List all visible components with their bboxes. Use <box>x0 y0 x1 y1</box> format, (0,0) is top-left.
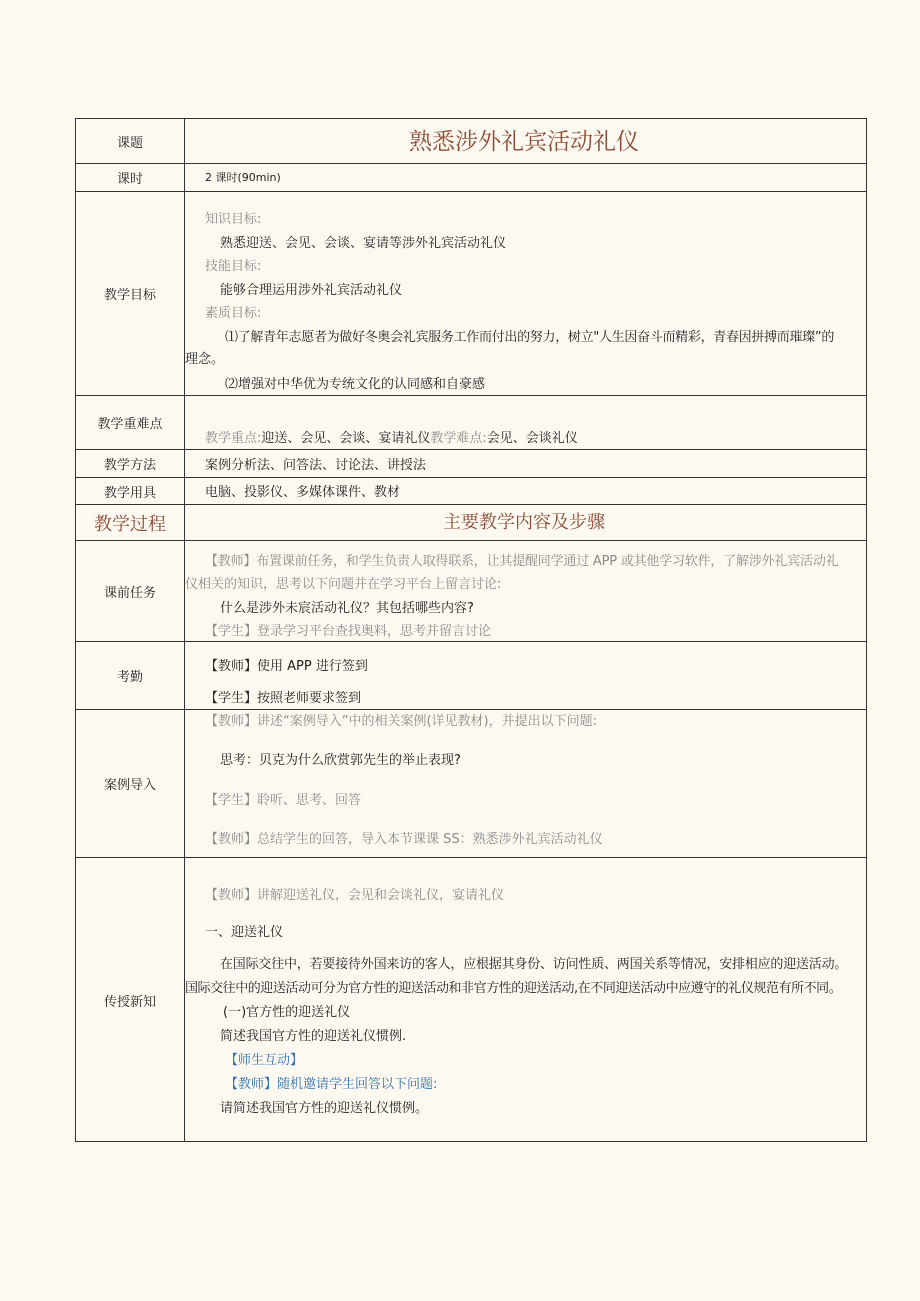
label-case-intro: 案例导入 <box>76 710 185 857</box>
label-pre-class: 课前任务 <box>76 541 185 641</box>
process-header-label: 教学过程 <box>76 505 185 540</box>
label-methods: 教学方法 <box>76 450 185 477</box>
label-new-knowledge: 传授新知 <box>76 858 185 1142</box>
hours-value: 2 课时(90min) <box>205 171 281 184</box>
paragraph-2: 国际交往中的迎送活动可分为官方性的迎送活动和非官方性的迎送活动,在不同迎送活动中应遵守的礼仪规范有所不同。 <box>185 981 842 996</box>
new-teacher: 【教师】讲解迎送礼仪，会见和会谈礼仪，宴请礼仪 <box>205 888 505 903</box>
quality-heading: 素质目标: <box>205 306 262 321</box>
pre-class-teacher: 【教师】布置课前任务，和学生负责人取得联系，让其提醒同学通过 APP 或其他学习软件，了解涉外礼宾活动礼 <box>205 554 839 569</box>
section-heading: 一、迎送礼仪 <box>205 925 284 940</box>
label-attendance: 考勤 <box>76 642 185 709</box>
subsection-heading: (一)官方性的迎送礼仪 <box>223 1005 351 1020</box>
label-objectives: 教学目标 <box>76 192 185 395</box>
row-attendance <box>76 642 866 710</box>
key-text: 迎送、会见、会谈、宴请礼仪 <box>261 431 431 446</box>
row-objectives <box>76 192 866 396</box>
process-header-title: 主要教学内容及步骤 <box>443 512 605 533</box>
label-tools: 教学用具 <box>76 478 185 504</box>
difficulty-text: 会见、会谈礼仪 <box>486 431 578 446</box>
case-student: 【学生】聆听、思考、回答 <box>205 793 362 808</box>
lesson-plan-table <box>75 118 867 1142</box>
case-teacher-2: 【教师】总结学生的回答，导入本节课课 SS：熟悉涉外礼宾活动礼仪 <box>205 832 603 847</box>
case-teacher-1: 【教师】讲述“案例导入”中的相关案例(详见教材)，并提出以下问题: <box>205 714 597 729</box>
row-new-knowledge <box>76 858 866 1142</box>
skill-heading: 技能目标: <box>205 259 262 274</box>
row-pre-class <box>76 541 866 642</box>
paragraph-1: 在国际交往中，若要接待外国来访的客人，应根据其身份、访问性质、两国关系等情况，安排相应的迎送活动。 <box>220 957 848 972</box>
question-text: 请简述我国官方性的迎送礼仪惯例。 <box>220 1101 429 1116</box>
row-methods <box>76 450 866 478</box>
pre-class-question: 什么是涉外未宸活动礼仪？其包括哪些内容? <box>220 601 474 616</box>
skill-text: 能够合理运用涉外礼宾活动礼仪 <box>220 283 403 298</box>
methods-value: 案例分析法、问答法、讨论法、讲授法 <box>205 458 427 473</box>
quality-item-1-cont: 理念。 <box>185 352 225 367</box>
teacher-invite: 【教师】随机邀请学生回答以下问题: <box>225 1077 438 1092</box>
row-tools <box>76 478 866 505</box>
brief-text: 简述我国官方性的迎送礼仪惯例. <box>220 1029 407 1044</box>
pre-class-student: 【学生】登录学习平台查找奥料，思考并留言讨论 <box>205 624 492 639</box>
label-hours: 课时 <box>76 164 185 191</box>
key-prefix: 教学重点: <box>205 431 262 446</box>
row-case-intro <box>76 710 866 858</box>
label-key-points: 教学重难点 <box>76 396 185 449</box>
quality-item-1: ⑴了解青年志愿者为做好冬奥会礼宾服务工作而付出的努力，树立"人生因奋斗而精彩，青春因拼搏而璀璨”的 <box>225 330 835 345</box>
key-points-text <box>205 430 578 448</box>
interaction-tag: 【师生互动】 <box>225 1053 304 1068</box>
attendance-teacher: 【教师】使用 APP 进行签到 <box>205 659 368 674</box>
case-think: 思考：贝克为什么欣赏郭先生的举止表现? <box>220 753 461 768</box>
label-topic: 课题 <box>76 119 185 163</box>
lesson-title: 熟悉涉外礼宾活动礼仪 <box>409 129 639 155</box>
row-key-points <box>76 396 866 450</box>
row-hours <box>76 164 866 192</box>
difficulty-prefix: 教学难点: <box>430 431 487 446</box>
knowledge-heading: 知识目标: <box>205 212 262 227</box>
quality-item-2: ⑵增强对中华优为专统文化的认同感和自豪感 <box>225 377 486 392</box>
knowledge-text: 熟悉迎送、会见、会谈、宴请等涉外礼宾活动礼仪 <box>220 236 507 251</box>
row-topic <box>76 119 866 164</box>
pre-class-teacher-cont: 仪相关的知识，思考以下问题并在学习平台上留言讨论: <box>185 577 502 592</box>
row-process-header <box>76 505 866 541</box>
tools-value: 电脑、投影仪、多媒体课件、教材 <box>205 485 401 500</box>
attendance-student: 【学生】按照老师要求签到 <box>205 691 362 706</box>
